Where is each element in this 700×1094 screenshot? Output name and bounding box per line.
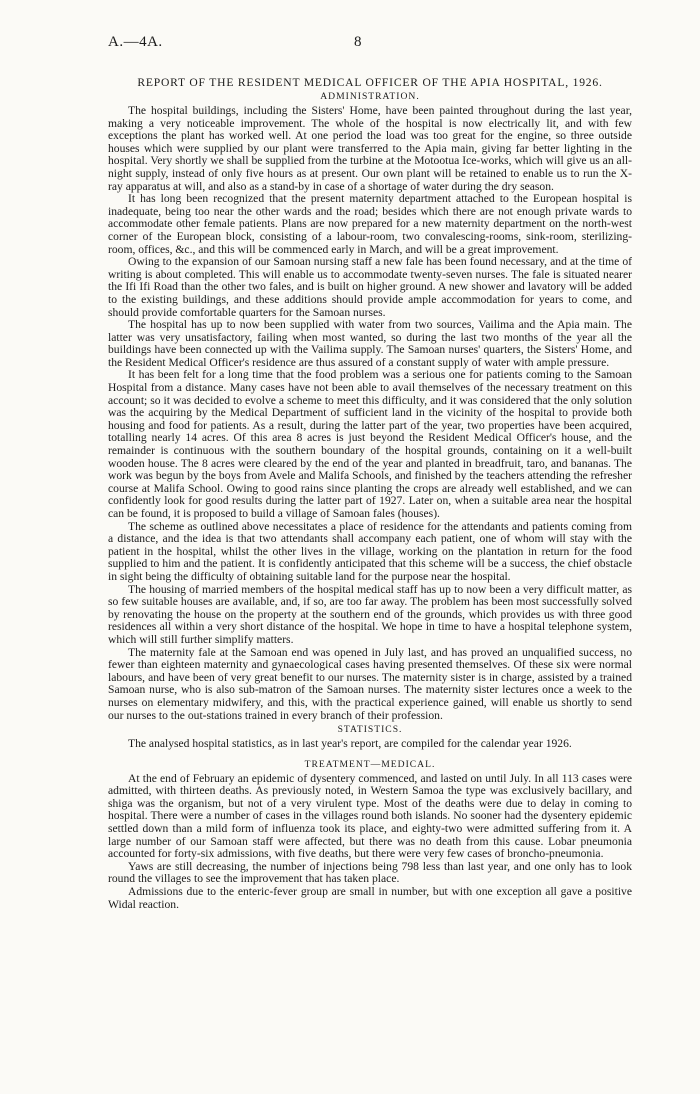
paragraph: Admissions due to the enteric-fever group are small in number, but with one exception all gave a positive Widal reaction. <box>108 885 632 911</box>
paragraph: At the end of February an epidemic of dysentery commenced, and lasted on until July. In all 113 cases were admitted, with thirteen deaths. As previously noted, in Western Samoa the type was exclusively bacillary, and shiga was the organism, but not of a very virulent type. Most of the deaths were due to delay in coming to hospital. There were a number of cases in the villages round both islands. No sooner had the dysentery epidemic settled down than a mild form of influenza took its place, and eighty-two were admitted suffering from it. A large number of our Samoan staff were affected, but there was no death from this cause. Lobar pneumonia accounted for forty-six admissions, with five deaths, but there were very few cases of broncho-pneumonia. <box>108 771 632 861</box>
paragraph: The maternity fale at the Samoan end was opened in July last, and has proved an unqualified success, no fewer than eighteen maternity and gynaecological cases having presented themselves. Of these six were normal labours, and have been of very great benefit to our nurses. The maternity sister is in charge, assisted by a trained Samoan nurse, who is also sub-matron of the Samoan nurses. The maternity sister lectures once a week to the nurses on elementary midwifery, and this, with the practical experience gained, will enable us shortly to send our nurses to the out-stations trained in every branch of their profession. <box>108 645 632 722</box>
paragraph: Yaws are still decreasing, the number of injections being 798 less than last year, and one only has to look round the villages to see the improvement that has taken place. <box>108 859 632 886</box>
section-heading-treatment: TREATMENT—MEDICAL. <box>304 758 436 770</box>
paragraph: It has long been recognized that the present maternity department attached to the European hospital is inadequate, being too near the other wards and the road; besides which there are not enough private wards to accommodate other female patients. Plans are now prepared for a new maternity department on the north-west corner of the European block, consisting of a labour-room, two convalescing-rooms, sink-room, sterilizing-room, offices, &c., and this will be commenced early in March, and will be a great improvement. <box>108 192 632 256</box>
section-heading-statistics: STATISTICS. <box>337 724 403 736</box>
paragraph: Owing to the expansion of our Samoan nursing staff a new fale has been found necessary, and at the time of writing is about completed. This will enable us to accommodate twenty-seven nurses. The fale is situated nearer the Ifi Ifi Road than the other two fales, and is built on higher ground. A new shower and lavatory will be added to the existing buildings, and these additions should provide ample accommodation for years to come, and should provide comfortable quarters for the Samoan nurses. <box>108 255 632 319</box>
page-number: 8 <box>354 34 362 50</box>
section-heading-administration: ADMINISTRATION. <box>320 91 420 102</box>
paragraph: The scheme as outlined above necessitates a place of residence for the attendants and patients coming from a distance, and the idea is that two attendants shall accompany each patient, one of whom will stay with the patient in the hospital, whilst the other lives in the village, working on the plantation in return for the food supplied to him and the patient. It is confidently anticipated that this scheme will be a success, the chief obstacle in sight being the difficulty of obtaining suitable land for the purpose near the hospital. <box>108 519 632 583</box>
paragraph: The housing of married members of the hospital medical staff has up to now been a very difficult matter, as so few suitable houses are available, and, if so, are too far away. The problem has been most successfully solved by renovating the house on the property at the southern end of the grounds, which provides us with three good residences all within a very short distance of the hospital. We hope in time to have a hospital telephone system, which will still further simplify matters. <box>108 582 632 646</box>
report-body <box>108 76 632 911</box>
paragraph: The hospital buildings, including the Sisters' Home, have been painted throughout during the last year, making a very noticeable improvement. The whole of the hospital is now electrically lit, and with few exceptions the plant has worked well. At one period the load was too great for the engine, so three outside houses which were supplied by our plant were transferred to the Apia main, giving far better lighting in the hospital. Very shortly we shall be supplied from the turbine at the Motootua Ice-works, which will give us an all-night supply, instead of only five hours as at present. Our own plant will be retained to enable us to run the X-ray apparatus at will, and also as a stand-by in case of a shortage of water during the dry season. <box>108 104 632 193</box>
paragraph: The analysed hospital statistics, as in last year's report, are compiled for the calendar year 1926. <box>128 737 572 751</box>
report-title: REPORT OF THE RESIDENT MEDICAL OFFICER OF THE APIA HOSPITAL, 1926. <box>137 76 603 89</box>
page-header <box>108 34 640 54</box>
document-reference: A.—4A. <box>108 34 163 50</box>
paragraph: The hospital has up to now been supplied with water from two sources, Vailima and the Apia main. The latter was very unsatisfactory, failing when most wanted, so during the last two months of the year all the buildings have been connected up with the Vailima supply. The Samoan nurses' quarters, the Sisters' Home, and the Resident Medical Officer's residence are thus assured of a constant supply of water with ample pressure. <box>108 318 632 369</box>
paragraph: It has been felt for a long time that the food problem was a serious one for patients coming to the Samoan Hospital from a distance. Many cases have not been able to avail themselves of the necessary treatment on this account; so it was decided to evolve a scheme to meet this difficulty, and it was considered that the only solution was the acquiring by the Medical Department of sufficient land in the vicinity of the hospital to provide both housing and food for patients. As a result, during the latter part of the year, two properties have been acquired, totalling nearly 14 acres. Of this area 8 acres is just beyond the Resident Medical Officer's house, and the remainder is continuous with the southern boundary of the hospital grounds, containing on it a well-built wooden house. The 8 acres were cleared by the end of the year and planted in breadfruit, taro, and bananas. The work was begun by the boys from Avele and Malifa Schools, and finished by the teachers attending the refresher course at Malifa School. Owing to good rains since planting the crops are already well established, and we can confidently look for good results during the latter part of 1927. Later on, when a suitable area near the hospital can be found, it is proposed to build a village of Samoan fales (houses). <box>108 368 632 520</box>
